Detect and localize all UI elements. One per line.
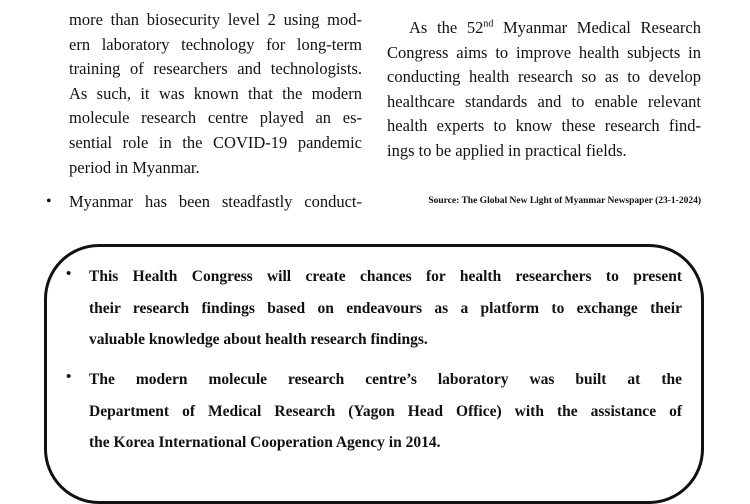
right-line-3: conducting health research so as to develop xyxy=(387,67,701,87)
box-item-1-line-3: valuable knowledge about health research findings. xyxy=(89,331,428,348)
box-item-2-line-2: Department of Medical Research (Yagon Head Office) with the assistance of xyxy=(89,402,682,420)
box-item-2 xyxy=(89,364,682,459)
bullet-icon: • xyxy=(66,369,72,385)
left-line-1: more than biosecurity level 2 using mod- xyxy=(69,10,362,29)
right-line-1 xyxy=(387,16,701,41)
right-line-1-post: Myanmar Medical Research xyxy=(493,18,701,37)
right-line-4: healthcare standards and to enable relevant xyxy=(387,91,701,111)
bullet-icon: • xyxy=(66,266,72,282)
right-line-2: Congress aims to improve health subjects in xyxy=(387,42,701,62)
ordinal-superscript: nd xyxy=(483,18,494,30)
left-column xyxy=(69,8,362,180)
left-line-3: training of researchers and technologists. xyxy=(69,59,362,79)
box-item-2-line-3: the Korea International Cooperation Agency in 2014. xyxy=(89,434,441,451)
box-item-1-line-2: their research findings based on endeavours as a platform to exchange their xyxy=(89,299,682,317)
left-bullet-paragraph xyxy=(69,190,362,215)
box-item-1-line-1: This Health Congress will create chances for health researchers to present xyxy=(89,268,682,285)
left-bullet-line: Myanmar has been steadfastly conduct- xyxy=(69,192,362,211)
source-citation: Source: The Global New Light of Myanmar Newspaper (23-1-2024) xyxy=(428,196,701,206)
left-line-4: As such, it was known that the modern xyxy=(69,83,362,103)
box-item-2-line-1: The modern molecule research centre’s laboratory was built at the xyxy=(89,371,682,388)
right-line-6: ings to be applied in practical fields. xyxy=(387,140,627,160)
left-line-2: ern laboratory technology for long-term xyxy=(69,34,362,54)
left-line-7: period in Myanmar. xyxy=(69,157,200,177)
right-line-5: health experts to know these research find- xyxy=(387,116,701,136)
right-line-1-pre: As the 52 xyxy=(409,18,484,37)
box-item-1 xyxy=(89,261,682,356)
right-column xyxy=(387,16,701,164)
bullet-icon: • xyxy=(46,193,52,210)
left-line-5: molecule research centre played an es- xyxy=(69,108,362,128)
left-line-6: sential role in the COVID-19 pandemic xyxy=(69,132,362,152)
